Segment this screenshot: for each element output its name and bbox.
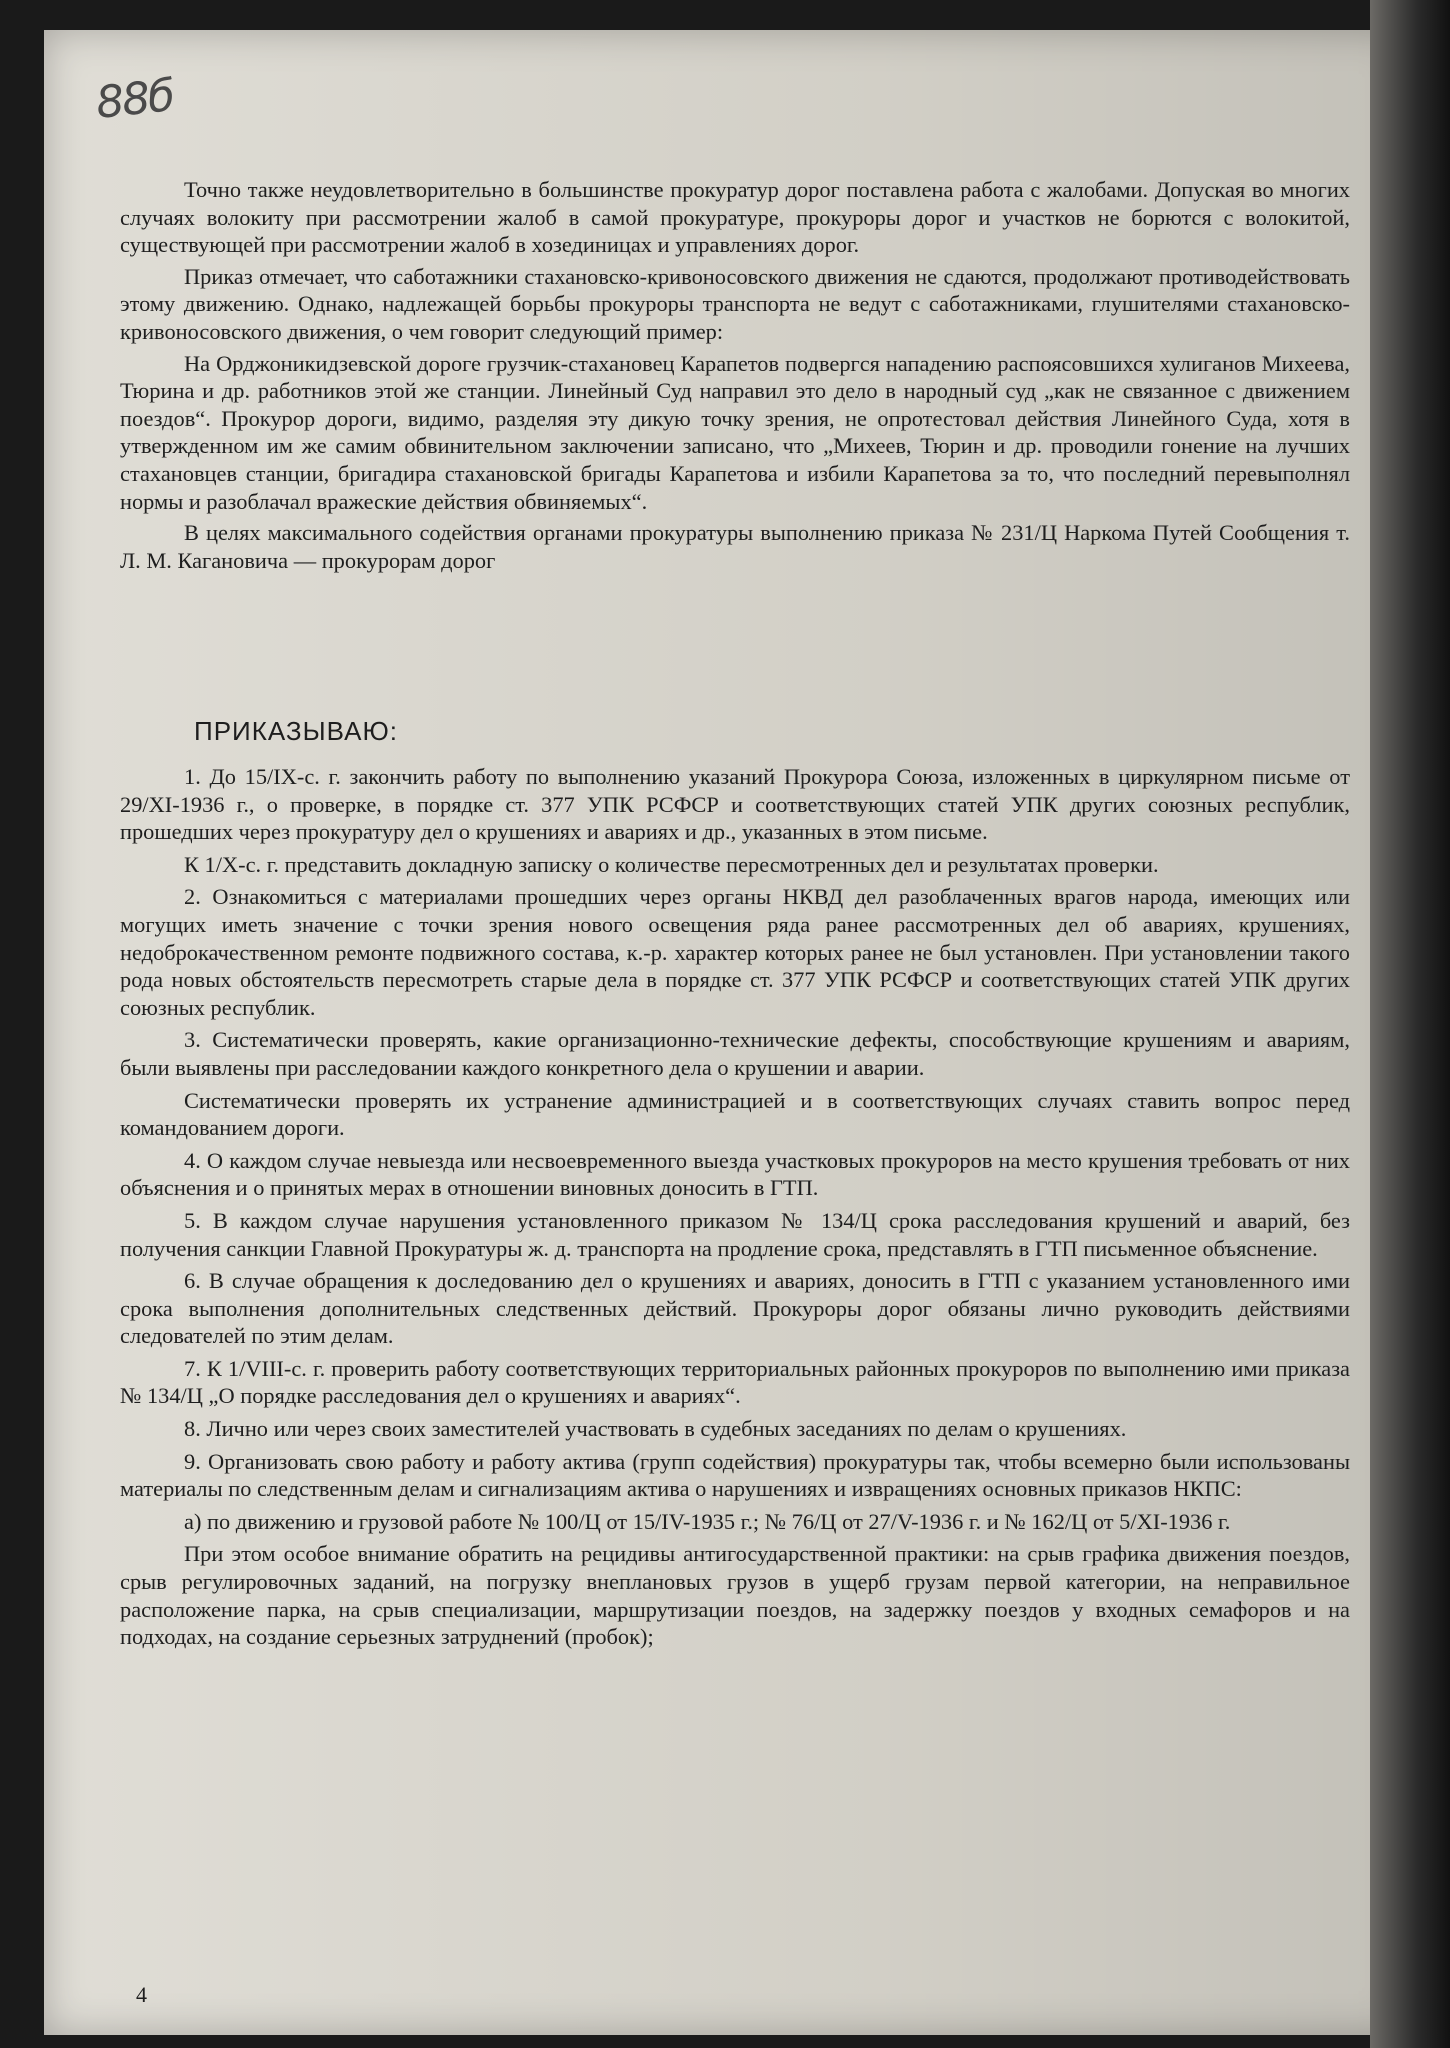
order-item: 3. Систематически проверять, какие организационно-технические дефекты, способствующие крушениям и авариям, были выявлены при расследовании каждого конкретного дела о крушении и аварии. xyxy=(120,1027,1350,1080)
paragraph: На Орджоникидзевской дороге грузчик-стахановец Карапетов подвергся нападению распоясовшихся хулиганов Михеева, Тюрина и др. работников этой же станции. Линейный Суд направил это дело в народный суд „как не связанное с движением поездов“. Прокурор дороги, видимо, разделяя эту дикую точку зрения, не опротестовал действия Линейного Суда, хотя в утвержденном им же самим обвинительном заключении записано, что „Михеев, Тюрин и др. проводили гонение на лучших стахановцев станции, бригадира стахановской бригады Карапетова и избили Карапетова за то, что последний перевыполнял нормы и разоблачал вражеские действия обвиняемых“. xyxy=(120,350,1350,514)
order-item: 6. В случае обращения к доследованию дел о крушениях и авариях, доносить в ГТП с указанием установленного ими срока выполнения дополнительных следственных действий. Прокуроры дорог обязаны лично руководить действиями следователей по этим делам. xyxy=(120,1268,1350,1349)
order-item: 2. Ознакомиться с материалами прошедших через органы НКВД дел разоблаченных врагов народа, имеющих или могущих иметь значение с точки зрения нового освещения ряда ранее рассмотренных дел об авариях, крушениях, недоброкачественном ремонте подвижного состава, к.-р. характер которых ранее не был установлен. При установлении такого рода новых обстоятельств пересмотреть старые дела в порядке ст. 377 УПК РСФСР и соответствующих статей УПК других союзных республик. xyxy=(120,884,1350,1020)
order-item: При этом особое внимание обратить на рецидивы антигосударственной практики: на срыв графика движения поездов, срыв регулировочных заданий, на погрузку внеплановых грузов в ущерб грузам первой категории, на неправильное расположение парка, на срыв специализации, маршрутизации поездов, на задержку поездов у входных семафоров и на подходах, на создание серьезных затруднений (пробок); xyxy=(120,1541,1350,1650)
paragraph: Приказ отмечает, что саботажники стахановско-кривоносовского движения не сдаются, продолжают противодействовать этому движению. Однако, надлежащей борьбы прокуроры транспорта не ведут с саботажниками, глушителями стахановско-кривоносовского движения, о чем говорит следующий пример: xyxy=(120,263,1350,344)
paragraph: В целях максимального содействия органами прокуратуры выполнению приказа № 231/Ц Наркома Путей Сообщения т. Л. М. Кагановича — прокурорам дорог xyxy=(120,520,1350,573)
order-item: 9. Организовать свою работу и работу актива (групп содействия) прокуратуры так, чтобы всемерно были использованы материалы по следственным делам и сигнализациям актива о нарушениях и извращениях основных приказов НКПС: xyxy=(120,1448,1350,1502)
order-item: 4. О каждом случае невыезда или несвоевременного выезда участковых прокуроров на место крушения требовать от них объяснения и о принятых мерах в отношении виновных доносить в ГТП. xyxy=(120,1147,1350,1201)
order-item: а) по движению и грузовой работе № 100/Ц от 15/IV-1935 г.; № 76/Ц от 27/V-1936 г. и № 162/Ц от 5/XI-1936 г. xyxy=(184,1508,1231,1534)
order-item: 7. К 1/VIII-с. г. проверить работу соответствующих территориальных районных прокуроров по выполнению ими приказа № 134/Ц „О порядке расследования дел о крушениях и авариях“. xyxy=(120,1355,1350,1409)
order-item: 1. До 15/IX-с. г. закончить работу по выполнению указаний Прокурора Союза, изложенных в циркулярном письме от 29/XI-1936 г., о проверке, в порядке ст. 377 УПК РСФСР и соответствующих статей УПК других союзных республик, прошедших через прокуратуру дел о крушениях и авариях и др., указанных в этом письме. xyxy=(120,764,1350,845)
handwritten-folio-number: 88б xyxy=(93,70,176,129)
order-item: 5. В каждом случае нарушения установленного приказом № 134/Ц срока расследования крушений и аварий, без получения санкции Главной Прокуратуры ж. д. транспорта на продление срока, представлять в ГТП письменное объяснение. xyxy=(120,1207,1350,1261)
order-item: К 1/X-с. г. представить докладную записку о количестве пересмотренных дел и результатах проверки. xyxy=(184,851,1159,877)
order-heading: ПРИКАЗЫВАЮ: xyxy=(194,716,398,746)
intro-text xyxy=(120,176,1350,578)
order-item: Систематически проверять их устранение администрацией и в соответствующих случаях ставить вопрос перед командованием дороги. xyxy=(120,1087,1350,1141)
page-number: 4 xyxy=(136,1982,147,2007)
scan-edge xyxy=(1370,0,1450,2048)
order-items xyxy=(120,763,1350,1656)
paragraph: Точно также неудовлетворительно в большинстве прокуратур дорог поставлена работа с жалобами. Допуская во многих случаях волокиту при рассмотрении жалоб в самой прокуратуре, прокуроры дорог и участков не борются с волокитой, существующей при рассмотрении жалоб в хозединицах и управлениях дорог. xyxy=(120,177,1350,258)
order-item: 8. Лично или через своих заместителей участвовать в судебных заседаниях по делам о крушениях. xyxy=(184,1416,1127,1442)
